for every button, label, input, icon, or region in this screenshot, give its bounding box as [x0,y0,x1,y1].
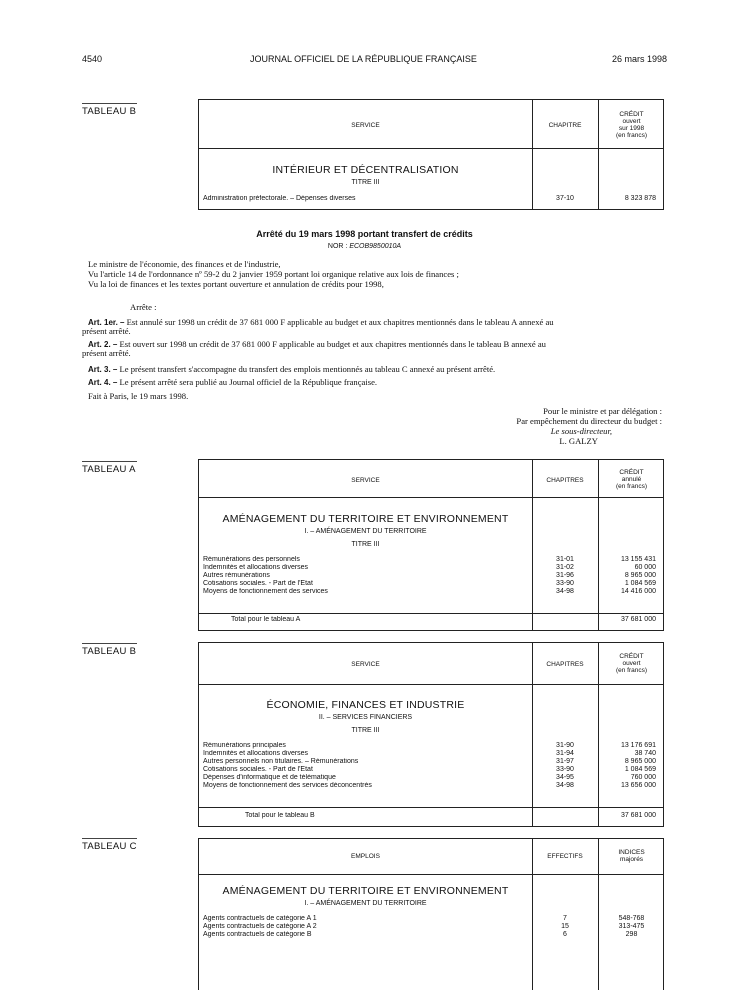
table-row: Agents contractuels de catégorie A 1 [203,915,528,923]
table-row: Agents contractuels de catégorie B [203,931,528,939]
table-row: Rémunérations des personnels [203,556,528,564]
row-chapitre: 37-10 [556,195,574,202]
col-header-credit: CRÉDIT ouvert sur 1998 (en francs) [615,111,648,139]
amounts-column: 13 155 431 60 000 8 965 000 1 084 569 14 416 000 [620,556,656,595]
table-top [198,99,664,210]
subsection-title: I. – AMÉNAGEMENT DU TERRITOIRE [304,528,427,535]
table-row: Rémunérations principales [203,742,528,750]
table-label: TABLEAU B [82,646,137,657]
decree-title: Arrêté du 19 mars 1998 portant transfert de crédits [256,229,473,239]
article-1: Art. 1er. – Est annulé sur 1998 un crédit de 37 681 000 F applicable au budget et aux chapitres mentionnés dans le tableau A annexé au [88,317,554,327]
signature-block: Pour le ministre et par délégation : Par empêchement du directeur du budget : Le sous-directeur, L. GALZY [516,406,662,446]
fait-a-paris: Fait à Paris, le 19 mars 1998. [88,391,189,401]
table-row: Moyens de fonctionnement des services déconcentrés [203,782,528,790]
table-row: Moyens de fonctionnement des services [203,588,528,596]
col-header-chapitres: CHAPITRES [546,477,584,484]
section-title: INTÉRIEUR ET DÉCENTRALISATION [272,164,459,176]
table-row: Indemnités et allocations diverses [203,564,528,572]
col-header-service: SERVICE [351,477,380,484]
effectifs-column: 7 15 6 [561,915,569,938]
col-header-credit: CRÉDIT annulé (en francs) [615,469,648,490]
article-3: Art. 3. – Le présent transfert s'accompagne du transfert des emplois mentionnés au tableau C annexé au présent arrêté. [88,364,496,374]
article-4: Art. 4. – Le présent arrêté sera publié au Journal officiel de la République française. [88,377,378,387]
article-2: Art. 2. – Est ouvert sur 1998 un crédit de 37 681 000 F applicable au budget et aux chapitres mentionnés dans le tableau B annexé au [88,339,546,349]
col-header-credit: CRÉDIT ouvert (en francs) [615,653,648,674]
chapitres-column: 31-90 31-94 31-97 33-90 34-95 34-98 [556,742,574,789]
table-row: Autres rémunérations [203,572,528,580]
table-row: Indemnités et allocations diverses [203,750,528,758]
titre-label: TITRE III [351,541,380,548]
col-header-indices: INDICES majorés [618,849,645,863]
table-row: Autres personnels non titulaires. – Rémunérations [203,758,528,766]
total-row: Total pour le tableau A [231,616,528,624]
decree-intro: Le ministre de l'économie, des finances et de l'industrie, Vu l'article 14 de l'ordonnance nº 59-2 du 2 janvier 1959 portant loi organique relative aux lois de finances ; Vu la loi de finances et les textes portant ouverture et annulation de crédits pour 1998, [88,259,459,289]
chapitres-column: 31-01 31-02 31-96 33-90 34-98 [556,556,574,595]
indices-column: 548-768 313-475 298 [618,915,645,938]
table-label: TABLEAU B [82,106,137,117]
titre-label: TITRE III [351,179,380,186]
subsection-title: II. – SERVICES FINANCIERS [318,714,413,721]
section-title: AMÉNAGEMENT DU TERRITOIRE ET ENVIRONNEMENT [222,513,509,525]
row-amount: 8 323 878 [624,195,656,202]
total-amount: 37 681 000 [620,616,656,623]
table-b [198,642,664,827]
table-a [198,459,664,631]
col-header-service: SERVICE [351,122,380,129]
arrete-label: Arrête : [130,302,157,312]
article-1-cont: présent arrêté. [82,326,131,336]
col-header-emplois: EMPLOIS [351,853,380,860]
table-row: Cotisations sociales. - Part de l'Etat [203,766,528,774]
table-row: Agents contractuels de catégorie A 2 [203,923,528,931]
col-header-service: SERVICE [351,661,380,668]
issue-date: 26 mars 1998 [612,54,668,64]
table-c [198,838,664,990]
table-label: TABLEAU A [82,464,136,475]
nor-reference: NOR : ECOB9850010A [327,243,402,250]
article-2-cont: présent arrêté. [82,348,131,358]
page-number: 4540 [82,54,103,64]
col-header-chapitre: CHAPITRE [548,122,582,129]
amounts-column: 13 176 691 38 740 8 965 000 1 084 569 760 000 13 656 000 [620,742,656,789]
section-title: AMÉNAGEMENT DU TERRITOIRE ET ENVIRONNEMENT [222,885,509,897]
col-header-effectifs: EFFECTIFS [547,853,583,860]
table-row: Administration préfectorale. – Dépenses diverses [203,195,528,203]
journal-title: JOURNAL OFFICIEL DE LA RÉPUBLIQUE FRANÇAISE [250,54,477,64]
titre-label: TITRE III [351,727,380,734]
table-row: Cotisations sociales. - Part de l'Etat [203,580,528,588]
total-amount: 37 681 000 [620,812,656,819]
section-title: ÉCONOMIE, FINANCES ET INDUSTRIE [266,699,465,711]
col-header-chapitres: CHAPITRES [546,661,584,668]
total-row: Total pour le tableau B [245,812,528,820]
subsection-title: I. – AMÉNAGEMENT DU TERRITOIRE [304,900,427,907]
table-row: Dépenses d'informatique et de télématique [203,774,528,782]
table-label: TABLEAU C [82,841,137,852]
